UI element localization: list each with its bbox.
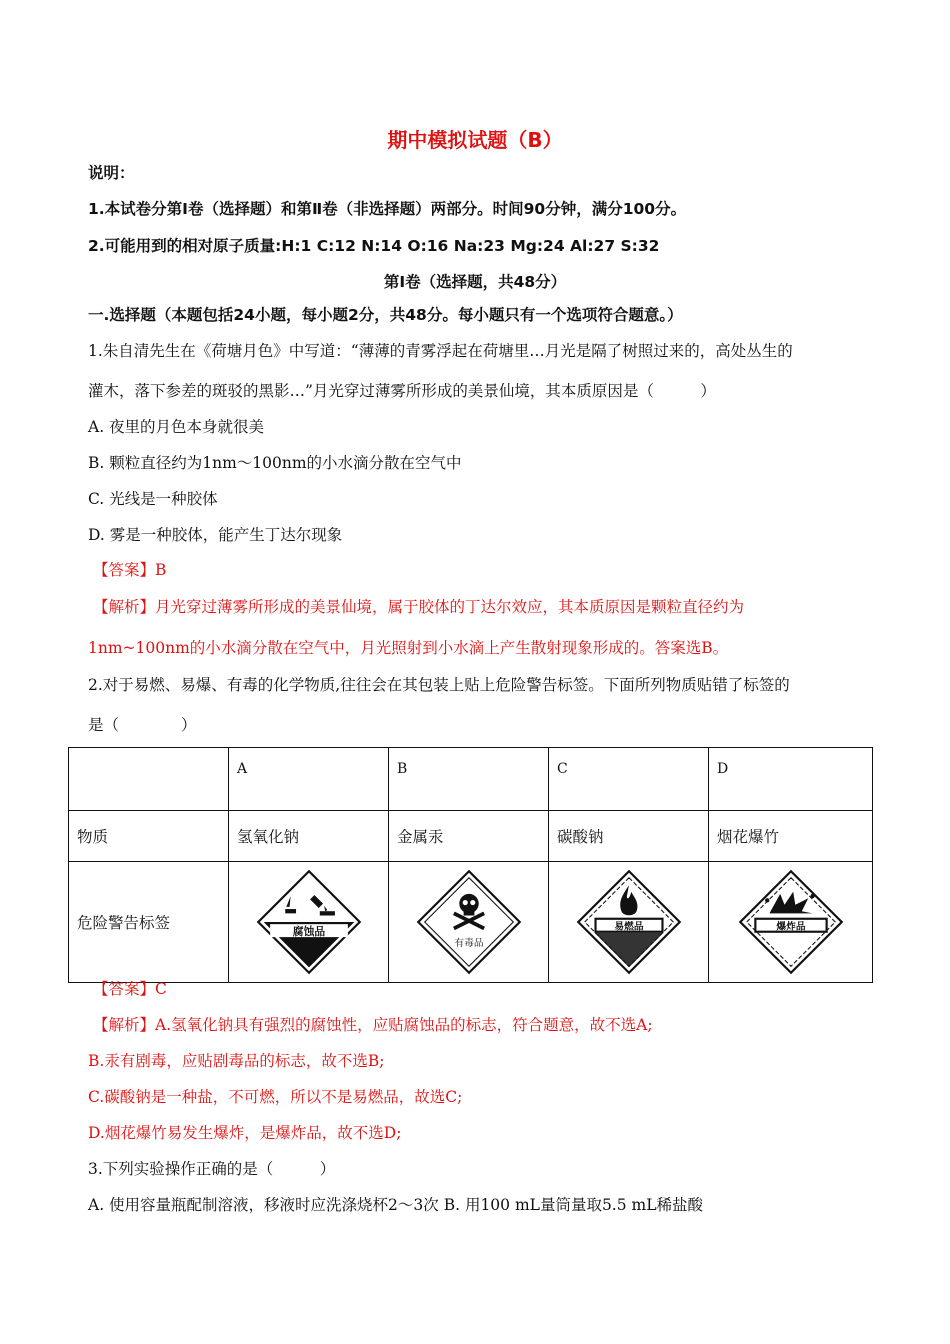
notes-line-1: 1.本试卷分第Ⅰ卷（选择题）和第Ⅱ卷（非选择题）两部分。时间90分钟，满分100分。: [88, 200, 687, 218]
notes-line-2: 2.可能用到的相对原子质量:H:1 C:12 N:14 O:16 Na:23 Mg:24 Al:27 S:32: [88, 237, 660, 255]
table-cell-substance-b: 金属汞: [389, 811, 549, 862]
table-cell-sign-c: [549, 862, 709, 983]
q1-answer: 【答案】B: [93, 561, 167, 579]
sign-text-toxic: 有毒品: [453, 937, 484, 949]
q3-stem: 3.下列实验操作正确的是（ ）: [88, 1160, 336, 1178]
q2-stem-line-2: 是（ ）: [88, 716, 197, 734]
table-row-label-sign: 危险警告标签: [69, 862, 229, 983]
table-row-substance: [69, 811, 873, 862]
table-cell-sign-d: [709, 862, 873, 983]
q1-analysis-line-1: 【解析】月光穿过薄雾所形成的美景仙境，属于胶体的丁达尔效应，其本质原因是颗粒直径约为: [93, 598, 745, 616]
table-cell-substance-d: 烟花爆竹: [709, 811, 873, 862]
table-cell-substance-c: 碳酸钠: [549, 811, 709, 862]
q1-stem-line-2: 灌木，落下参差的斑驳的黑影…”月光穿过薄雾所形成的美景仙境，其本质原因是（ ）: [88, 382, 716, 400]
q2-analysis-line-4: D.烟花爆竹易发生爆炸，是爆炸品，故不选D;: [88, 1124, 402, 1142]
sign-text-explosive: 爆炸品: [775, 921, 806, 933]
table-header-cell-c: C: [549, 748, 709, 811]
notes-heading: 说明：: [88, 164, 135, 182]
q3-options-line: A. 使用容量瓶配制溶液，移液时应洗涤烧杯2～3次 B. 用100 mL量筒量取5.5 mL稀盐酸: [88, 1196, 704, 1214]
q1-option-a: A. 夜里的月色本身就很美: [88, 418, 265, 436]
q1-option-d: D. 雾是一种胶体，能产生丁达尔现象: [88, 526, 343, 544]
part-title: 第Ⅰ卷（选择题，共48分）: [383, 273, 567, 291]
toxic-sign-icon: [415, 868, 523, 976]
table-header-cell-empty: [69, 748, 229, 811]
q2-analysis-line-2: B.汞有剧毒，应贴剧毒品的标志，故不选B;: [88, 1052, 385, 1070]
corrosive-sign-icon: [255, 868, 363, 976]
flammable-sign-icon: [575, 868, 683, 976]
page-title: 期中模拟试题（B）: [387, 128, 563, 152]
table-header-row: [69, 748, 873, 811]
q1-analysis-line-2: 1nm~100nm的小水滴分散在空气中，月光照射到小水滴上产生散射现象形成的。答案选B。: [88, 639, 729, 657]
q1-option-b: B. 颗粒直径约为1nm～100nm的小水滴分散在空气中: [88, 454, 462, 472]
section-heading: 一.选择题（本题包括24小题，每小题2分，共48分。每小题只有一个选项符合题意。）: [88, 306, 683, 324]
table-header-cell-d: D: [709, 748, 873, 811]
table-cell-substance-a: 氢氧化钠: [229, 811, 389, 862]
q2-answer: 【答案】C: [93, 980, 167, 998]
q1-option-c: C. 光线是一种胶体: [88, 490, 218, 508]
hazard-label-table: [68, 747, 873, 983]
table-row-sign: [69, 862, 873, 983]
table-header-cell-b: B: [389, 748, 549, 811]
explosive-sign-icon: [737, 868, 845, 976]
q2-analysis-line-1: 【解析】A.氢氧化钠具有强烈的腐蚀性，应贴腐蚀品的标志，符合题意，故不选A;: [93, 1016, 653, 1034]
table-cell-sign-b: [389, 862, 549, 983]
sign-text-flammable: 易燃品: [613, 921, 644, 933]
table-row-label-substance: 物质: [69, 811, 229, 862]
table-cell-sign-a: [229, 862, 389, 983]
sign-text-corrosive: 腐蚀品: [292, 924, 325, 938]
table-header-cell-a: A: [229, 748, 389, 811]
q2-stem-line-1: 2.对于易燃、易爆、有毒的化学物质,往往会在其包装上贴上危险警告标签。下面所列物质贴错了标签的: [88, 676, 790, 694]
q1-stem-line-1: 1.朱自清先生在《荷塘月色》中写道：“薄薄的青雾浮起在荷塘里…月光是隔了树照过来的，高处丛生的: [88, 342, 793, 360]
q2-analysis-line-3: C.碳酸钠是一种盐，不可燃，所以不是易燃品，故选C;: [88, 1088, 463, 1106]
